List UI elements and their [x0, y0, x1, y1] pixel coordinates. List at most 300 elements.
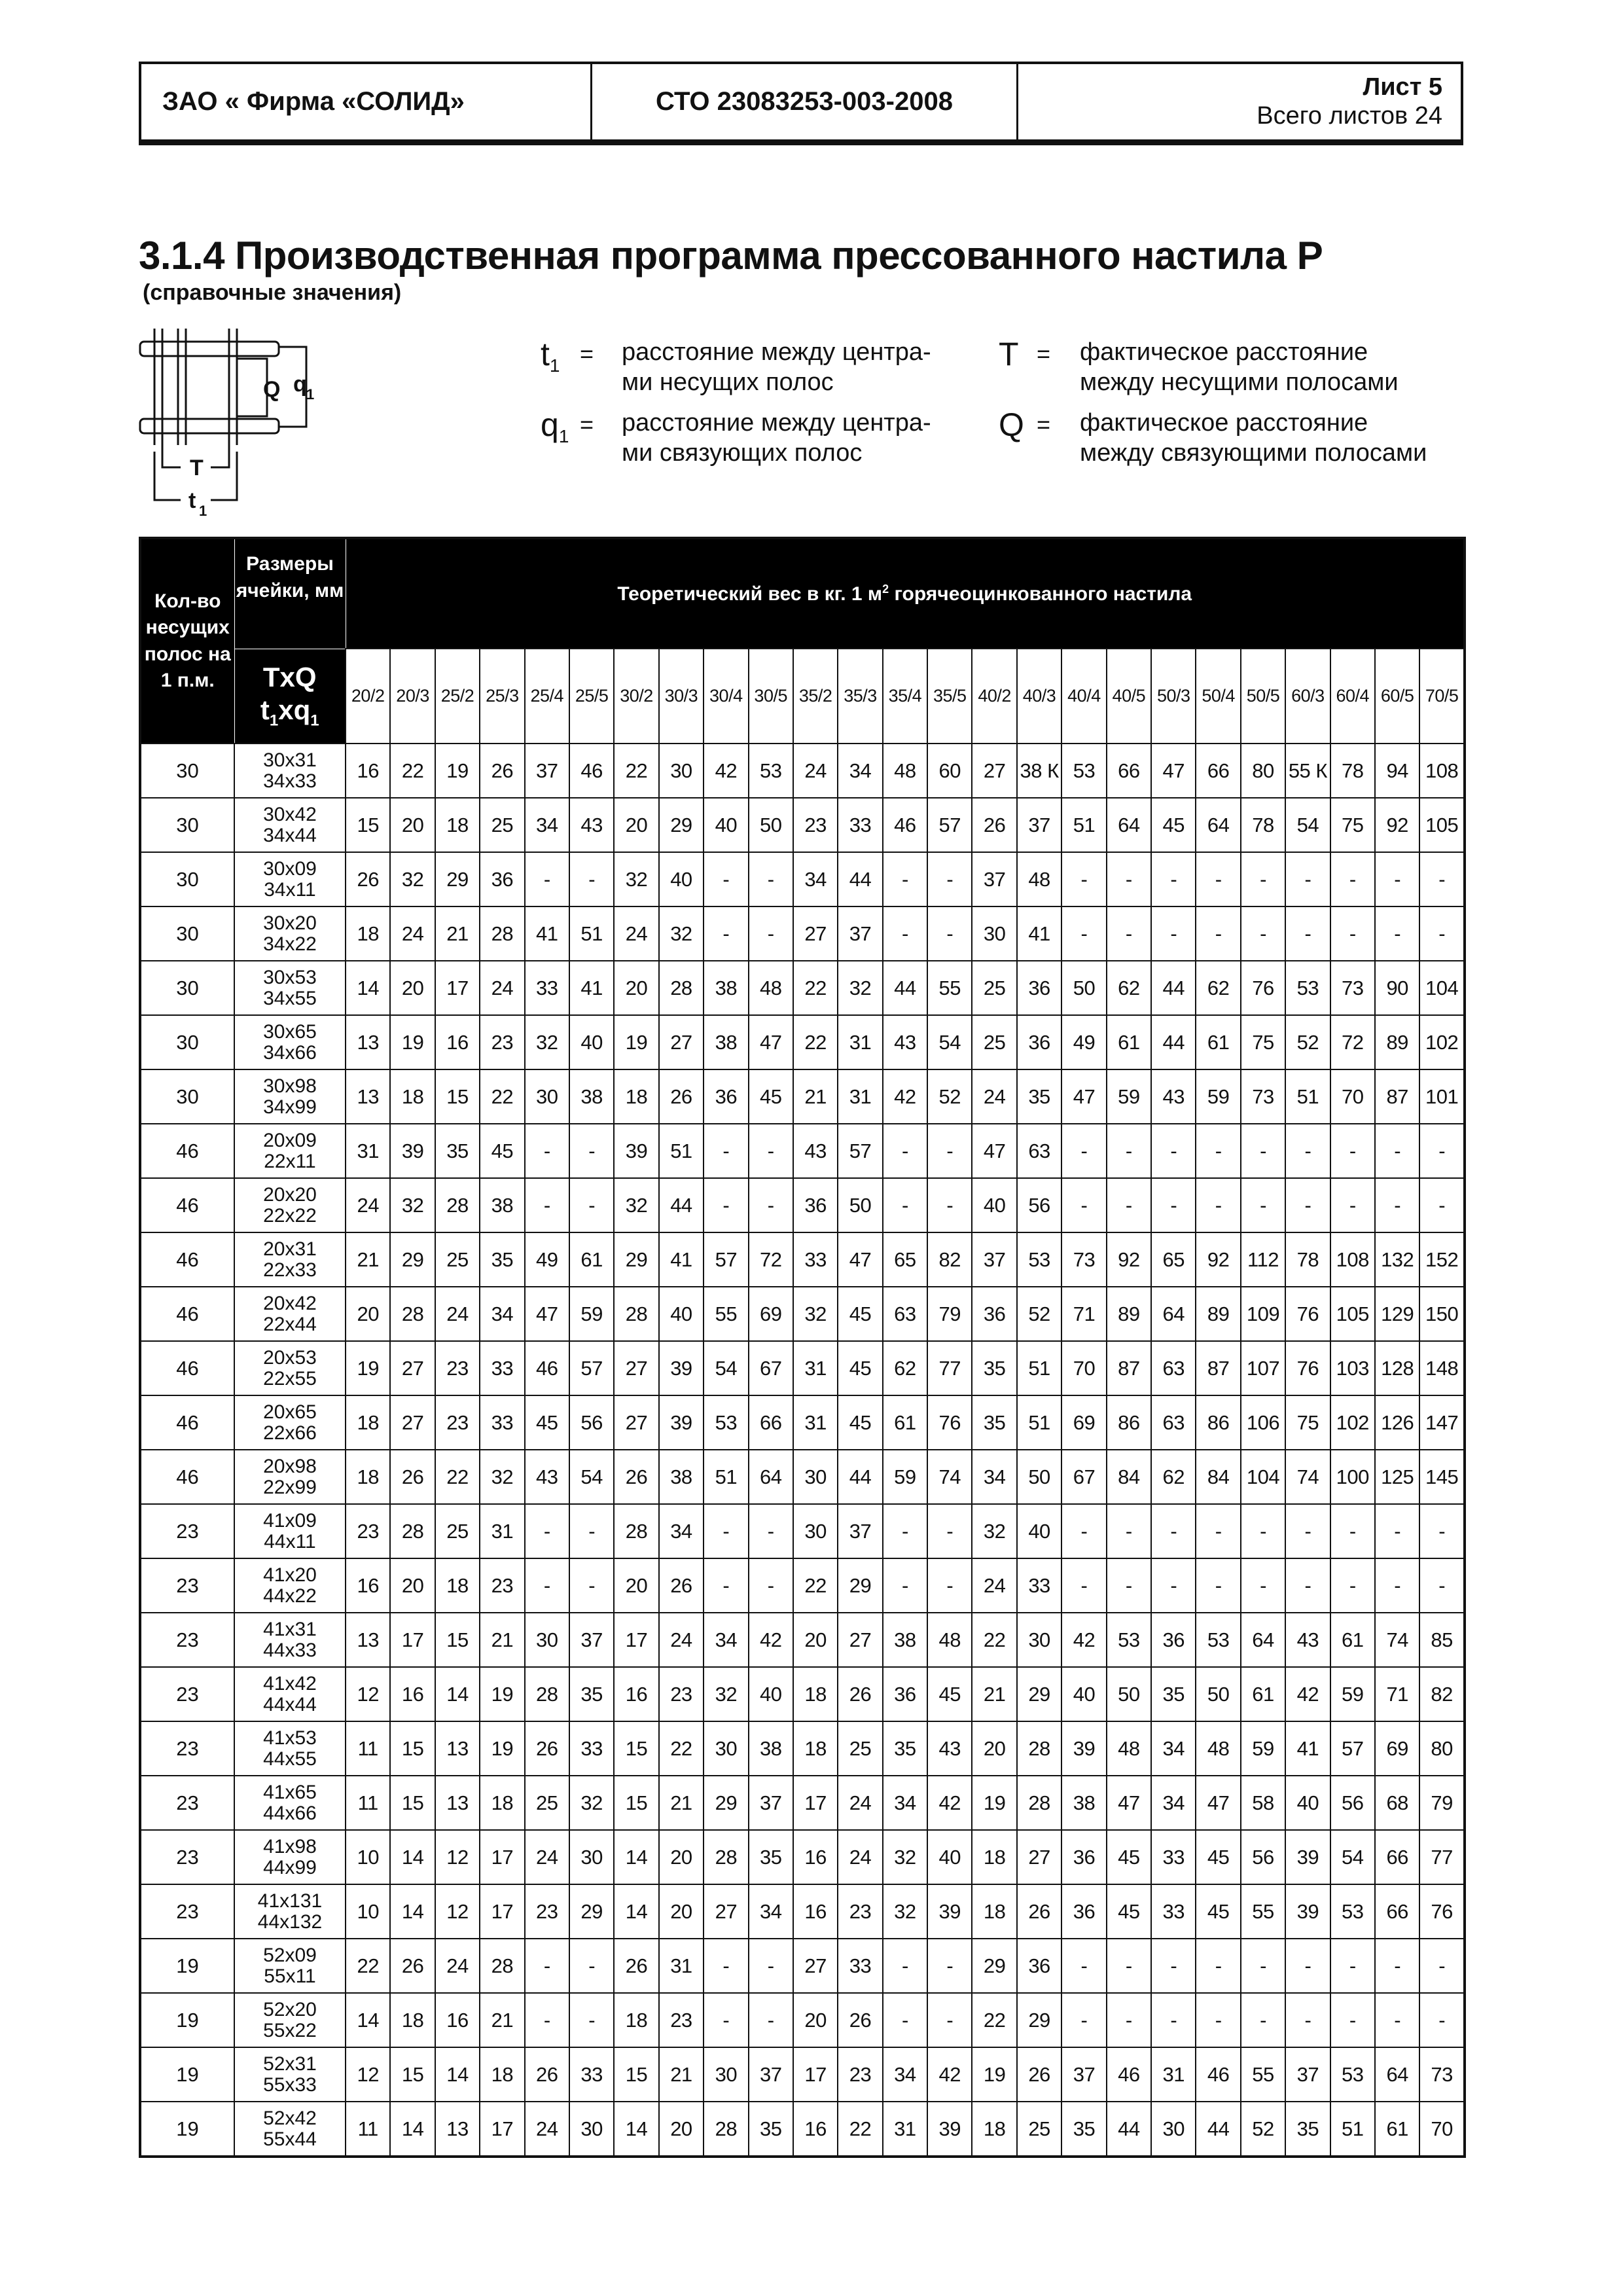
- header-xq: xq: [278, 694, 311, 726]
- weight-value-cell: 23: [793, 798, 838, 852]
- weight-value-cell: 41: [569, 961, 614, 1015]
- grating-diagram: [139, 321, 401, 530]
- cell-size-cell: [234, 1558, 346, 1613]
- weight-value-cell: -: [525, 1558, 569, 1613]
- weight-value-cell: 22: [435, 1450, 480, 1504]
- weight-value-cell: -: [749, 1504, 793, 1558]
- weight-value-cell: 15: [390, 1776, 435, 1830]
- column-header: 25/3: [480, 649, 524, 744]
- cell-size-nominal: 41x09: [263, 1510, 317, 1532]
- weight-value-cell: -: [749, 906, 793, 961]
- weight-value-cell: 28: [435, 1178, 480, 1232]
- bar-count-cell: 30: [140, 906, 234, 961]
- cell-size-nominal: 30x42: [263, 804, 317, 825]
- weight-value-cell: 32: [659, 906, 704, 961]
- weight-value-cell: 30: [525, 1069, 569, 1124]
- weight-value-cell: 17: [793, 2047, 838, 2102]
- weight-value-cell: 51: [1017, 1341, 1061, 1395]
- weight-value-cell: -: [704, 852, 748, 906]
- weight-value-cell: 26: [390, 1939, 435, 1993]
- weight-value-cell: -: [1151, 852, 1196, 906]
- weight-value-cell: 24: [614, 906, 658, 961]
- weight-value-cell: -: [927, 852, 972, 906]
- weight-value-cell: 41: [1017, 906, 1061, 961]
- weight-value-cell: 40: [659, 852, 704, 906]
- weight-value-cell: 33: [480, 1341, 524, 1395]
- weight-value-cell: 73: [1241, 1069, 1285, 1124]
- weight-value-cell: 11: [346, 1721, 390, 1776]
- table-row: [140, 906, 1465, 961]
- cell-size-centers: 22x44: [263, 1313, 317, 1335]
- weight-value-cell: 40: [659, 1287, 704, 1341]
- weight-value-cell: 54: [569, 1450, 614, 1504]
- weight-value-cell: 64: [749, 1450, 793, 1504]
- column-header: 60/5: [1375, 649, 1419, 744]
- weight-value-cell: 73: [1061, 1232, 1106, 1287]
- weight-value-cell: 61: [1375, 2102, 1419, 2157]
- weight-value-cell: 26: [972, 798, 1016, 852]
- header-weight-text-2: горячеоцинкованного настила: [889, 583, 1192, 605]
- weight-value-cell: 13: [435, 2102, 480, 2157]
- weight-value-cell: 22: [793, 1015, 838, 1069]
- weight-value-cell: 50: [1061, 961, 1106, 1015]
- weight-value-cell: 26: [838, 1993, 882, 2047]
- table-row: [140, 1015, 1465, 1069]
- legend-t-cap: [999, 338, 1457, 403]
- cell-size-centers: 22x33: [263, 1259, 317, 1281]
- table-row: [140, 961, 1465, 1015]
- weight-value-cell: 150: [1419, 1287, 1465, 1341]
- weight-value-cell: 59: [569, 1287, 614, 1341]
- weight-value-cell: 34: [838, 744, 882, 798]
- weight-value-cell: 86: [1196, 1395, 1240, 1450]
- weight-value-cell: -: [883, 1504, 927, 1558]
- weight-value-cell: 79: [1419, 1776, 1465, 1830]
- weight-value-cell: -: [704, 1993, 748, 2047]
- weight-value-cell: 14: [614, 1884, 658, 1939]
- weight-value-cell: 12: [346, 1667, 390, 1721]
- weight-value-cell: 73: [1419, 2047, 1465, 2102]
- weight-value-cell: 31: [793, 1341, 838, 1395]
- weight-value-cell: 31: [793, 1395, 838, 1450]
- weight-value-cell: 16: [435, 1015, 480, 1069]
- weight-value-cell: 42: [1285, 1667, 1330, 1721]
- weight-value-cell: -: [569, 1939, 614, 1993]
- weight-value-cell: 18: [435, 798, 480, 852]
- weight-value-cell: -: [1285, 1124, 1330, 1178]
- weight-value-cell: -: [1285, 852, 1330, 906]
- weight-value-cell: 21: [659, 2047, 704, 2102]
- column-header: 40/3: [1017, 649, 1061, 744]
- weight-value-cell: 38: [704, 1015, 748, 1069]
- weight-value-cell: 18: [346, 1450, 390, 1504]
- weight-value-cell: 54: [927, 1015, 972, 1069]
- weight-value-cell: 26: [1017, 1884, 1061, 1939]
- column-header: 25/2: [435, 649, 480, 744]
- weight-value-cell: 50: [838, 1178, 882, 1232]
- cell-size-centers: 55x44: [263, 2128, 317, 2150]
- weight-value-cell: 35: [480, 1232, 524, 1287]
- weight-value-cell: 43: [883, 1015, 927, 1069]
- weight-value-cell: -: [704, 1178, 748, 1232]
- bar-count-cell: 19: [140, 1993, 234, 2047]
- column-header: 20/2: [346, 649, 390, 744]
- weight-value-cell: 40: [972, 1178, 1016, 1232]
- table-row: [140, 1558, 1465, 1613]
- weight-value-cell: 44: [883, 961, 927, 1015]
- cell-size-cell: [234, 1178, 346, 1232]
- bar-count-cell: 23: [140, 1667, 234, 1721]
- cell-size-centers: 34x11: [264, 878, 316, 901]
- table-row: [140, 852, 1465, 906]
- weight-value-cell: 76: [927, 1395, 972, 1450]
- weight-value-cell: 28: [614, 1287, 658, 1341]
- weight-value-cell: 21: [435, 906, 480, 961]
- weight-value-cell: 34: [1151, 1776, 1196, 1830]
- table-row: [140, 1830, 1465, 1884]
- weight-value-cell: 18: [614, 1993, 658, 2047]
- weight-value-cell: 45: [1107, 1884, 1151, 1939]
- weight-value-cell: 15: [390, 2047, 435, 2102]
- weight-value-cell: 19: [972, 2047, 1016, 2102]
- cell-size-centers: 22x22: [263, 1204, 317, 1227]
- cell-size-nominal: 41x65: [263, 1782, 317, 1803]
- weight-value-cell: 15: [614, 1776, 658, 1830]
- weight-value-cell: 48: [1017, 852, 1061, 906]
- weight-value-cell: 74: [1285, 1450, 1330, 1504]
- weight-value-cell: 36: [1151, 1613, 1196, 1667]
- weight-value-cell: 28: [480, 1939, 524, 1993]
- weight-value-cell: -: [569, 1178, 614, 1232]
- column-header: 30/5: [749, 649, 793, 744]
- legend-equals: =: [1037, 411, 1051, 438]
- weight-value-cell: 39: [659, 1341, 704, 1395]
- weight-value-cell: 20: [390, 1558, 435, 1613]
- bar-count-cell: 23: [140, 1613, 234, 1667]
- weight-value-cell: -: [749, 1178, 793, 1232]
- bar-count-cell: 23: [140, 1884, 234, 1939]
- weight-value-cell: 44: [838, 852, 882, 906]
- legend-symbol-sub: 1: [558, 426, 569, 446]
- weight-value-cell: 33: [1017, 1558, 1061, 1613]
- bar-count-cell: 30: [140, 1015, 234, 1069]
- weight-value-cell: 48: [883, 744, 927, 798]
- weight-value-cell: 145: [1419, 1450, 1465, 1504]
- weight-value-cell: -: [1107, 1993, 1151, 2047]
- weight-value-cell: 16: [614, 1667, 658, 1721]
- weight-value-cell: 22: [838, 2102, 882, 2157]
- weight-value-cell: 42: [749, 1613, 793, 1667]
- weight-value-cell: -: [1061, 1178, 1106, 1232]
- bar-count-cell: 23: [140, 1558, 234, 1613]
- weight-value-cell: 32: [838, 961, 882, 1015]
- weight-value-cell: 38: [749, 1721, 793, 1776]
- weight-value-cell: 49: [525, 1232, 569, 1287]
- weight-value-cell: 66: [749, 1395, 793, 1450]
- weight-value-cell: 16: [793, 1830, 838, 1884]
- weight-value-cell: 128: [1375, 1341, 1419, 1395]
- weight-value-cell: -: [883, 1178, 927, 1232]
- weight-value-cell: 34: [793, 852, 838, 906]
- weight-value-cell: 66: [1196, 744, 1240, 798]
- weight-value-cell: 51: [704, 1450, 748, 1504]
- weight-value-cell: -: [1061, 852, 1106, 906]
- weight-value-cell: -: [1196, 906, 1240, 961]
- sheet-number: Лист 5: [1363, 73, 1442, 101]
- weight-value-cell: 20: [793, 1613, 838, 1667]
- column-header: 35/4: [883, 649, 927, 744]
- weight-value-cell: 125: [1375, 1450, 1419, 1504]
- weight-value-cell: 25: [972, 961, 1016, 1015]
- weight-value-cell: 26: [614, 1450, 658, 1504]
- weight-value-cell: 61: [1330, 1613, 1375, 1667]
- weight-value-cell: 84: [1107, 1450, 1151, 1504]
- weight-value-cell: 14: [346, 1993, 390, 2047]
- legend-equals: =: [580, 411, 594, 438]
- cell-size-nominal: 41x31: [263, 1619, 317, 1640]
- weight-value-cell: -: [525, 1124, 569, 1178]
- weight-value-cell: 45: [838, 1287, 882, 1341]
- weight-value-cell: 28: [1017, 1721, 1061, 1776]
- weight-value-cell: 37: [838, 1504, 882, 1558]
- weight-value-cell: 18: [390, 1993, 435, 2047]
- weight-value-cell: 32: [704, 1667, 748, 1721]
- weight-value-cell: 16: [793, 2102, 838, 2157]
- weight-value-cell: 37: [1017, 798, 1061, 852]
- weight-value-cell: 24: [435, 1939, 480, 1993]
- weight-value-cell: 46: [525, 1341, 569, 1395]
- column-header: 70/5: [1419, 649, 1465, 744]
- weight-value-cell: 25: [525, 1776, 569, 1830]
- column-header: 40/2: [972, 649, 1016, 744]
- weight-value-cell: -: [1107, 1178, 1151, 1232]
- cell-size-nominal: 20x98: [263, 1456, 317, 1477]
- cell-size-centers: 55x33: [263, 2073, 317, 2096]
- weight-value-cell: 13: [346, 1015, 390, 1069]
- cell-size-centers: 44x99: [263, 1856, 317, 1878]
- weight-value-cell: 28: [659, 961, 704, 1015]
- cell-size-nominal: 41x131: [257, 1890, 323, 1912]
- weight-value-cell: 74: [927, 1450, 972, 1504]
- weight-value-cell: 31: [838, 1069, 882, 1124]
- cell-size-cell: [234, 906, 346, 961]
- cell-size-cell: [234, 798, 346, 852]
- bar-count-cell: 46: [140, 1178, 234, 1232]
- legend-equals: =: [580, 340, 594, 367]
- weight-value-cell: 68: [1375, 1776, 1419, 1830]
- column-header: 35/5: [927, 649, 972, 744]
- weight-value-cell: -: [1196, 1504, 1240, 1558]
- bar-count-cell: 46: [140, 1395, 234, 1450]
- weight-value-cell: 50: [749, 798, 793, 852]
- weight-value-cell: 67: [1061, 1450, 1106, 1504]
- weight-value-cell: 43: [525, 1450, 569, 1504]
- bar-count-cell: 46: [140, 1287, 234, 1341]
- weight-value-cell: -: [1375, 852, 1419, 906]
- weight-value-cell: 42: [927, 2047, 972, 2102]
- weight-value-cell: 29: [390, 1232, 435, 1287]
- weight-value-cell: 57: [927, 798, 972, 852]
- weight-value-cell: -: [927, 1993, 972, 2047]
- weight-value-cell: 44: [1107, 2102, 1151, 2157]
- weight-value-cell: 62: [1107, 961, 1151, 1015]
- column-header: 30/2: [614, 649, 658, 744]
- legend-q-cap: [999, 408, 1457, 474]
- weight-value-cell: 80: [1419, 1721, 1465, 1776]
- weight-value-cell: 21: [346, 1232, 390, 1287]
- weight-value-cell: 27: [390, 1395, 435, 1450]
- cell-size-centers: 44x55: [263, 1748, 317, 1770]
- weight-value-cell: 14: [390, 2102, 435, 2157]
- weight-value-cell: -: [1107, 1124, 1151, 1178]
- weight-value-cell: 78: [1241, 798, 1285, 852]
- weight-value-cell: 26: [390, 1450, 435, 1504]
- sheet-info: [1018, 64, 1461, 139]
- weight-value-cell: 30: [793, 1504, 838, 1558]
- table-row: [140, 1721, 1465, 1776]
- cell-size-centers: 22x66: [263, 1422, 317, 1444]
- weight-value-cell: 52: [1017, 1287, 1061, 1341]
- weight-value-cell: 38: [659, 1450, 704, 1504]
- weight-value-cell: 17: [614, 1613, 658, 1667]
- weight-value-cell: 38: [1061, 1776, 1106, 1830]
- weight-value-cell: 50: [1196, 1667, 1240, 1721]
- weight-value-cell: -: [1375, 1993, 1419, 2047]
- weight-value-cell: 18: [346, 906, 390, 961]
- weight-value-cell: 22: [346, 1939, 390, 1993]
- table-row: [140, 1504, 1465, 1558]
- weight-value-cell: -: [525, 852, 569, 906]
- weight-value-cell: 25: [435, 1504, 480, 1558]
- table-row: [140, 1776, 1465, 1830]
- weight-value-cell: 28: [704, 2102, 748, 2157]
- weight-value-cell: 29: [435, 852, 480, 906]
- bar-count-cell: 19: [140, 2047, 234, 2102]
- weight-value-cell: 22: [972, 1613, 1016, 1667]
- weight-value-cell: 35: [749, 2102, 793, 2157]
- bar-count-cell: 46: [140, 1124, 234, 1178]
- weight-value-cell: 14: [390, 1884, 435, 1939]
- bar-count-cell: 46: [140, 1341, 234, 1395]
- weight-value-cell: 53: [1330, 2047, 1375, 2102]
- weight-value-cell: 23: [346, 1504, 390, 1558]
- weight-value-cell: 109: [1241, 1287, 1285, 1341]
- weight-value-cell: 24: [838, 1830, 882, 1884]
- weight-value-cell: 20: [659, 2102, 704, 2157]
- column-header: 25/4: [525, 649, 569, 744]
- weight-value-cell: -: [883, 1124, 927, 1178]
- header-bar-count: Кол-во несущих полос на 1 п.м.: [140, 538, 234, 744]
- weight-value-cell: -: [927, 1124, 972, 1178]
- cell-size-cell: [234, 1015, 346, 1069]
- weight-value-cell: 15: [614, 1721, 658, 1776]
- weight-value-cell: 39: [927, 1884, 972, 1939]
- weight-value-cell: 76: [1419, 1884, 1465, 1939]
- weight-value-cell: 45: [1196, 1884, 1240, 1939]
- weight-value-cell: 51: [569, 906, 614, 961]
- header-weight: [346, 538, 1465, 649]
- weight-value-cell: -: [883, 906, 927, 961]
- weight-value-cell: 32: [569, 1776, 614, 1830]
- cell-size-cell: [234, 1124, 346, 1178]
- weight-value-cell: 75: [1241, 1015, 1285, 1069]
- weight-value-cell: 53: [704, 1395, 748, 1450]
- weight-value-cell: 23: [659, 1667, 704, 1721]
- weight-value-cell: -: [927, 1558, 972, 1613]
- cell-size-centers: 34x33: [263, 770, 317, 792]
- weight-value-cell: 14: [390, 1830, 435, 1884]
- weight-value-cell: 34: [659, 1504, 704, 1558]
- weight-value-cell: -: [1419, 1558, 1465, 1613]
- weight-value-cell: 76: [1285, 1341, 1330, 1395]
- legend-symbol: Q: [999, 406, 1024, 443]
- weight-value-cell: 27: [793, 1939, 838, 1993]
- legend-line-2: ми несущих полос: [622, 368, 834, 396]
- weight-value-cell: 53: [1196, 1613, 1240, 1667]
- cell-size-centers: 44x66: [263, 1802, 317, 1824]
- bar-count-cell: 46: [140, 1232, 234, 1287]
- bar-count-cell: 46: [140, 1450, 234, 1504]
- weight-value-cell: 14: [346, 961, 390, 1015]
- weight-value-cell: 61: [883, 1395, 927, 1450]
- cell-size-cell: [234, 1776, 346, 1830]
- weight-value-cell: -: [1151, 1124, 1196, 1178]
- weight-value-cell: 36: [1061, 1884, 1106, 1939]
- weight-value-cell: 33: [480, 1395, 524, 1450]
- weight-value-cell: 104: [1241, 1450, 1285, 1504]
- table-row: [140, 1232, 1465, 1287]
- cell-size-centers: 22x55: [263, 1367, 317, 1390]
- weight-value-cell: 18: [346, 1395, 390, 1450]
- diagram-label-t-cap: T: [190, 456, 204, 480]
- weight-value-cell: 15: [435, 1613, 480, 1667]
- weight-value-cell: 129: [1375, 1287, 1419, 1341]
- weight-value-cell: -: [927, 1504, 972, 1558]
- weight-value-cell: -: [1061, 1558, 1106, 1613]
- weight-value-cell: 13: [435, 1721, 480, 1776]
- cell-size-cell: [234, 1504, 346, 1558]
- cell-size-cell: [234, 1721, 346, 1776]
- legend-symbol: T: [999, 336, 1019, 372]
- weight-value-cell: 44: [659, 1178, 704, 1232]
- diagram-label-t1: t: [188, 488, 196, 513]
- weight-value-cell: 45: [1196, 1830, 1240, 1884]
- weight-value-cell: -: [1375, 1178, 1419, 1232]
- weight-value-cell: 43: [927, 1721, 972, 1776]
- weight-value-cell: -: [1196, 1124, 1240, 1178]
- total-sheets: Всего листов 24: [1257, 101, 1442, 130]
- weight-value-cell: 18: [435, 1558, 480, 1613]
- weight-value-cell: 82: [927, 1232, 972, 1287]
- weight-value-cell: 25: [972, 1015, 1016, 1069]
- bar-count-cell: 30: [140, 852, 234, 906]
- weight-value-cell: 43: [569, 798, 614, 852]
- weight-value-cell: 35: [1285, 2102, 1330, 2157]
- weight-value-cell: 23: [435, 1395, 480, 1450]
- weight-value-cell: 65: [1151, 1232, 1196, 1287]
- weight-value-cell: -: [1330, 1939, 1375, 1993]
- weight-value-cell: -: [569, 1558, 614, 1613]
- table-row: [140, 1178, 1465, 1232]
- weight-value-cell: 14: [614, 2102, 658, 2157]
- weight-value-cell: 87: [1375, 1069, 1419, 1124]
- weight-value-cell: 46: [1196, 2047, 1240, 2102]
- cell-size-centers: 22x99: [263, 1476, 317, 1498]
- weight-value-cell: -: [1241, 1504, 1285, 1558]
- weight-value-cell: 64: [1375, 2047, 1419, 2102]
- weight-value-cell: 59: [1330, 1667, 1375, 1721]
- weight-value-cell: 39: [1285, 1884, 1330, 1939]
